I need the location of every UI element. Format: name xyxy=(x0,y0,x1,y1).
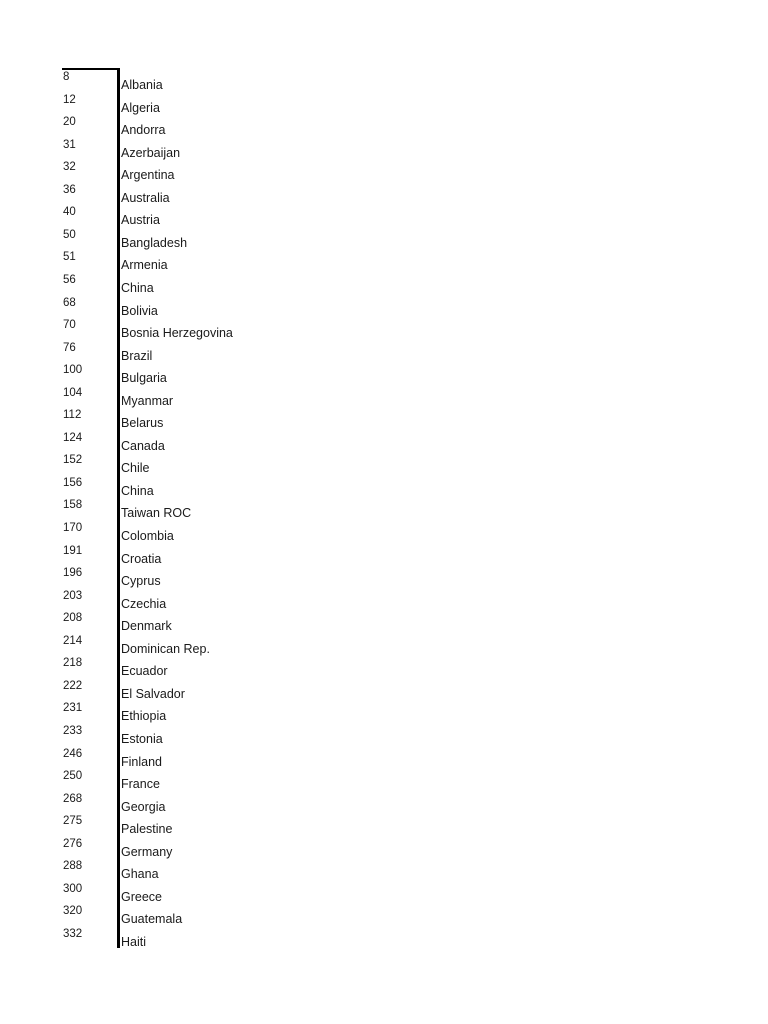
country-name-cell: El Salvador xyxy=(121,686,185,701)
country-code-cell: 275 xyxy=(63,815,83,828)
country-code-cell: 20 xyxy=(63,116,76,129)
table-row xyxy=(0,882,400,905)
table-row xyxy=(0,250,400,273)
country-code-cell: 76 xyxy=(63,341,76,354)
table-row xyxy=(0,521,400,544)
table-row xyxy=(0,544,400,567)
table-row xyxy=(0,814,400,837)
table-row xyxy=(0,476,400,499)
table-row xyxy=(0,837,400,860)
country-code-cell: 124 xyxy=(63,431,83,444)
table-row xyxy=(0,724,400,747)
country-code-cell: 288 xyxy=(63,860,83,873)
country-name-cell: Andorra xyxy=(121,123,166,138)
table-row xyxy=(0,408,400,431)
country-name-cell: Estonia xyxy=(121,731,163,746)
country-code-cell: 214 xyxy=(63,634,83,647)
country-code-cell: 332 xyxy=(63,927,83,940)
country-name-cell: Myanmar xyxy=(121,393,174,408)
country-name-cell: Palestine xyxy=(121,822,173,837)
country-code-cell: 56 xyxy=(63,273,76,286)
table-row xyxy=(0,296,400,319)
table-row xyxy=(0,273,400,296)
country-name-cell: France xyxy=(121,777,160,792)
country-name-cell: Greece xyxy=(121,889,162,904)
country-name-cell: Guatemala xyxy=(121,912,183,927)
country-name-cell: Bolivia xyxy=(121,303,158,318)
country-code-cell: 158 xyxy=(63,499,83,512)
country-name-cell: Canada xyxy=(121,438,165,453)
country-code-cell: 156 xyxy=(63,476,83,489)
table-row xyxy=(0,205,400,228)
country-name-cell: Ghana xyxy=(121,867,159,882)
country-name-cell: Cyprus xyxy=(121,574,161,589)
country-code-cell: 276 xyxy=(63,837,83,850)
country-name-cell: Albania xyxy=(121,78,163,92)
table-row xyxy=(0,183,400,206)
table-row xyxy=(0,747,400,770)
country-name-cell: Azerbaijan xyxy=(121,145,181,160)
country-code-cell: 233 xyxy=(63,724,83,737)
table-row xyxy=(0,341,400,364)
country-code-cell: 203 xyxy=(63,589,83,602)
country-code-cell: 31 xyxy=(63,138,76,151)
table-row xyxy=(0,701,400,724)
country-code-cell: 36 xyxy=(63,183,76,196)
country-code-cell: 40 xyxy=(63,206,76,219)
country-name-cell: Brazil xyxy=(121,348,153,363)
country-name-cell: Colombia xyxy=(121,529,174,543)
country-name-cell: Taiwan ROC xyxy=(121,506,192,521)
country-name-cell: Dominican Rep. xyxy=(121,641,210,656)
country-code-cell: 152 xyxy=(63,454,83,467)
country-code-cell: 250 xyxy=(63,770,83,783)
table-row xyxy=(0,70,400,93)
table-row xyxy=(0,769,400,792)
table-row xyxy=(0,318,400,341)
country-code-cell: 246 xyxy=(63,747,83,760)
table-row xyxy=(0,363,400,386)
country-code-cell: 70 xyxy=(63,319,76,332)
table-row xyxy=(0,679,400,702)
country-code-cell: 32 xyxy=(63,161,76,174)
country-name-cell: Australia xyxy=(121,190,170,205)
country-name-cell: Denmark xyxy=(121,619,172,634)
country-code-cell: 100 xyxy=(63,364,83,377)
country-code-cell: 300 xyxy=(63,882,83,895)
country-code-cell: 208 xyxy=(63,612,83,625)
country-code-cell: 112 xyxy=(63,409,82,422)
country-code-cell: 191 xyxy=(63,544,83,557)
country-name-cell: Bangladesh xyxy=(121,235,188,250)
country-name-cell: Algeria xyxy=(121,100,160,115)
country-code-cell: 218 xyxy=(63,657,83,670)
country-name-cell: Belarus xyxy=(121,416,164,431)
country-name-cell: China xyxy=(121,483,154,498)
table-row xyxy=(0,589,400,612)
country-name-cell: China xyxy=(121,280,154,295)
table-row xyxy=(0,566,400,589)
table-row xyxy=(0,611,400,634)
country-code-cell: 196 xyxy=(63,567,83,580)
table-row xyxy=(0,904,400,927)
country-code-cell: 222 xyxy=(63,679,83,692)
country-name-cell: Bosnia Herzegovina xyxy=(121,326,233,341)
country-code-cell: 268 xyxy=(63,792,83,805)
table-row xyxy=(0,115,400,138)
country-code-cell: 104 xyxy=(63,386,83,399)
country-name-cell: Germany xyxy=(121,844,173,859)
country-name-cell: Czechia xyxy=(121,596,167,611)
country-name-cell: Armenia xyxy=(121,258,168,273)
country-name-cell: Haiti xyxy=(121,934,147,949)
country-code-cell: 51 xyxy=(63,251,76,264)
table-row xyxy=(0,228,400,251)
table-row xyxy=(0,386,400,409)
country-name-cell: Argentina xyxy=(121,168,175,183)
table-row xyxy=(0,498,400,521)
country-name-cell: Finland xyxy=(121,754,162,769)
country-code-cell: 50 xyxy=(63,228,76,241)
country-name-cell: Austria xyxy=(121,213,160,228)
table-row xyxy=(0,93,400,116)
country-code-cell: 8 xyxy=(63,71,70,83)
table-row xyxy=(0,927,400,950)
table-row xyxy=(0,792,400,815)
table-row xyxy=(0,431,400,454)
country-code-cell: 320 xyxy=(63,905,83,918)
table-row xyxy=(0,453,400,476)
table-row xyxy=(0,160,400,183)
country-code-cell: 12 xyxy=(63,93,76,106)
country-code-cell: 170 xyxy=(63,522,83,534)
country-name-cell: Ecuador xyxy=(121,664,168,679)
country-name-cell: Bulgaria xyxy=(121,371,167,386)
country-name-cell: Chile xyxy=(121,461,150,476)
table-row xyxy=(0,634,400,657)
country-code-cell: 68 xyxy=(63,296,76,309)
country-name-cell: Georgia xyxy=(121,799,166,814)
table-row xyxy=(0,138,400,161)
country-name-cell: Ethiopia xyxy=(121,709,167,724)
country-name-cell: Croatia xyxy=(121,551,162,566)
table-row xyxy=(0,859,400,882)
table-row xyxy=(0,656,400,679)
country-code-cell: 231 xyxy=(63,702,83,715)
